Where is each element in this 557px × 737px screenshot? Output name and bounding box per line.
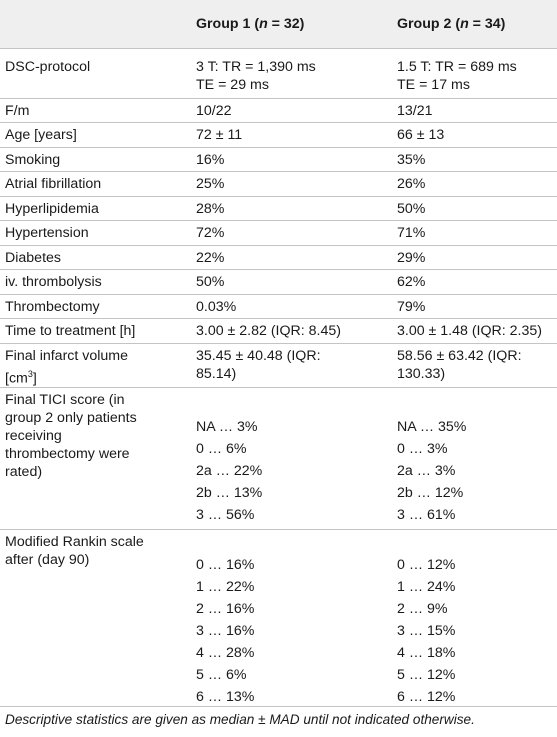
- cell-g1-hyperlipidemia: 28%: [196, 201, 225, 217]
- header-group2: Group 2 (n = 34): [397, 16, 506, 32]
- cell-g1-mrs-2: 2 … 16%: [196, 601, 255, 617]
- row-label-hyperlipidemia: Hyperlipidemia: [5, 201, 99, 217]
- row-label-thrombectomy: Thrombectomy: [5, 299, 100, 315]
- cell-g1-atrial-fibrillation: 25%: [196, 176, 225, 192]
- cell-g2-tici-0: 0 … 3%: [397, 441, 448, 457]
- cell-g2-sex: 13/21: [397, 103, 433, 119]
- cell-g2-mrs-5: 5 … 12%: [397, 667, 456, 683]
- row-label-tici-line1: Final TICI score (in: [5, 392, 125, 408]
- row-rule: [0, 147, 557, 148]
- cell-g2-dsc-line2: TE = 17 ms: [397, 77, 470, 93]
- row-label-infarct-volume-line2: $[cm^3]$: [5, 369, 37, 387]
- cell-g1-mrs-4: 4 … 28%: [196, 645, 255, 661]
- row-label-tici-line2: group 2 only patients: [5, 410, 137, 426]
- row-label-time-to-treatment: Time to treatment [h]: [5, 323, 136, 339]
- cell-g1-tici-3: 3 … 56%: [196, 507, 255, 523]
- bottom-rule: [0, 706, 557, 707]
- cell-g1-mrs-1: 1 … 22%: [196, 579, 255, 595]
- row-label-infarct-volume-line1: Final infarct volume: [5, 348, 129, 364]
- cell-g2-hypertension: 71%: [397, 225, 426, 241]
- cell-g2-hyperlipidemia: 50%: [397, 201, 426, 217]
- row-rule: [0, 294, 557, 295]
- cell-g1-mrs-3: 3 … 16%: [196, 623, 255, 639]
- cell-g2-iv-thrombolysis: 62%: [397, 274, 426, 290]
- header-group1: Group 1 (n = 32): [196, 16, 305, 32]
- cell-g1-infarct-volume-line1: 35.45 ± 40.48 (IQR:: [196, 348, 321, 364]
- cell-g1-smoking: 16%: [196, 152, 225, 168]
- cell-g1-mrs-5: 5 … 6%: [196, 667, 247, 683]
- cell-g2-mrs-2: 2 … 9%: [397, 601, 448, 617]
- cell-g2-tici-2a: 2a … 3%: [397, 463, 456, 479]
- row-rule: [0, 171, 557, 172]
- row-rule: [0, 98, 557, 99]
- cell-g2-smoking: 35%: [397, 152, 426, 168]
- row-rule: [0, 387, 557, 388]
- cell-g2-atrial-fibrillation: 26%: [397, 176, 426, 192]
- cell-g1-dsc-line1: 3 T: TR = 1,390 ms: [196, 59, 316, 75]
- row-rule: [0, 269, 557, 270]
- cell-g1-mrs-6: 6 … 13%: [196, 689, 255, 705]
- cell-g2-tici-2b: 2b … 12%: [397, 485, 464, 501]
- row-rule: [0, 196, 557, 197]
- row-label-tici-line3: receiving: [5, 428, 62, 444]
- row-label-atrial-fibrillation: Atrial fibrillation: [5, 176, 102, 192]
- cell-g1-infarct-volume-line2: 85.14): [196, 366, 237, 382]
- cell-g2-mrs-3: 3 … 15%: [397, 623, 456, 639]
- cell-g2-mrs-6: 6 … 12%: [397, 689, 456, 705]
- cell-g1-tici-2b: 2b … 13%: [196, 485, 263, 501]
- cell-g2-infarct-volume-line2: 130.33): [397, 366, 446, 382]
- cell-g1-dsc-line2: TE = 29 ms: [196, 77, 269, 93]
- cell-g2-infarct-volume-line1: 58.56 ± 63.42 (IQR:: [397, 348, 522, 364]
- row-rule: [0, 122, 557, 123]
- cell-g2-time-to-treatment: 3.00 ± 1.48 (IQR: 2.35): [397, 323, 543, 339]
- row-label-age: Age [years]: [5, 127, 77, 143]
- row-label-iv-thrombolysis: iv. thrombolysis: [5, 274, 102, 290]
- cell-g1-diabetes: 22%: [196, 250, 225, 266]
- cell-g1-iv-thrombolysis: 50%: [196, 274, 225, 290]
- row-label-tici-line4: thrombectomy were: [5, 446, 130, 462]
- cell-g2-age: 66 ± 13: [397, 127, 445, 143]
- row-rule: [0, 343, 557, 344]
- cell-g2-diabetes: 29%: [397, 250, 426, 266]
- cell-g1-mrs-0: 0 … 16%: [196, 557, 255, 573]
- row-rule: [0, 529, 557, 530]
- cell-g1-time-to-treatment: 3.00 ± 2.82 (IQR: 8.45): [196, 323, 342, 339]
- row-label-tici-line5: rated): [5, 464, 43, 480]
- cell-g2-tici-na: NA … 35%: [397, 419, 467, 435]
- row-label-sex: F/m: [5, 103, 30, 119]
- row-label-dsc-protocol: DSC-protocol: [5, 59, 91, 75]
- cell-g2-dsc-line1: 1.5 T: TR = 689 ms: [397, 59, 517, 75]
- table-footnote: Descriptive statistics are given as median ± MAD until not indicated otherwise.: [5, 712, 475, 727]
- cell-g1-sex: 10/22: [196, 103, 232, 119]
- cell-g2-tici-3: 3 … 61%: [397, 507, 456, 523]
- cell-g2-thrombectomy: 79%: [397, 299, 426, 315]
- row-label-diabetes: Diabetes: [5, 250, 61, 266]
- cell-g2-mrs-0: 0 … 12%: [397, 557, 456, 573]
- row-label-smoking: Smoking: [5, 152, 61, 168]
- cell-g1-tici-na: NA … 3%: [196, 419, 258, 435]
- cell-g1-tici-0: 0 … 6%: [196, 441, 247, 457]
- cell-g1-age: 72 ± 11: [196, 127, 243, 143]
- row-label-mrs-line2: after (day 90): [5, 552, 90, 568]
- row-rule: [0, 318, 557, 319]
- cell-g1-tici-2a: 2a … 22%: [196, 463, 263, 479]
- cell-g1-hypertension: 72%: [196, 225, 225, 241]
- cell-g2-mrs-4: 4 … 18%: [397, 645, 456, 661]
- header-rule: [0, 48, 557, 49]
- row-rule: [0, 220, 557, 221]
- row-label-mrs-line1: Modified Rankin scale: [5, 534, 144, 550]
- cell-g2-mrs-1: 1 … 24%: [397, 579, 456, 595]
- cell-g1-thrombectomy: 0.03%: [196, 299, 237, 315]
- row-rule: [0, 245, 557, 246]
- row-label-hypertension: Hypertension: [5, 225, 89, 241]
